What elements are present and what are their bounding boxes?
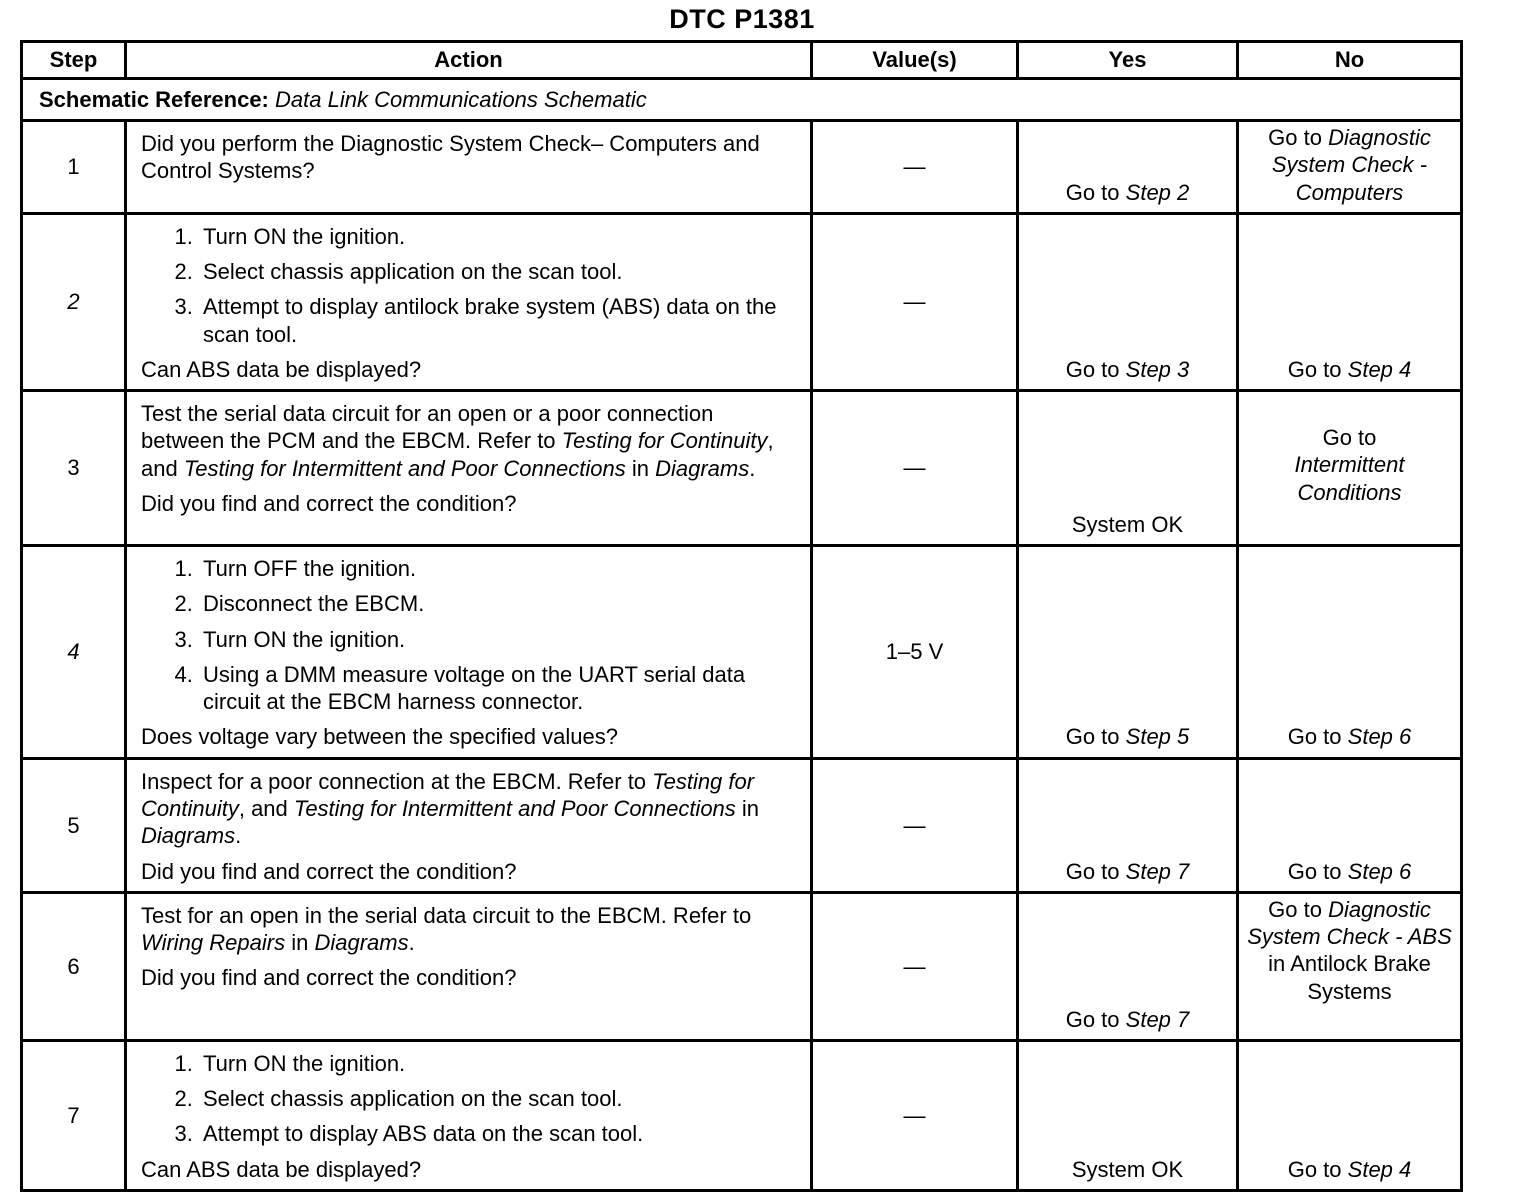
- goto-text: Go to: [1065, 858, 1120, 884]
- no-cell: [1238, 758, 1462, 892]
- action-item: 1. Turn OFF the ignition.: [199, 555, 798, 582]
- no-tail-text: in Antilock Brake Systems: [1268, 951, 1431, 1004]
- action-cell: [126, 391, 812, 546]
- action-text-part: Test the serial data circuit for an open or a poor connection between the PCM and the EBCM. Refer to: [141, 401, 714, 454]
- yes-cell: [1018, 213, 1238, 390]
- step-number: 7: [22, 1040, 126, 1190]
- step-number-text: 2: [67, 289, 80, 315]
- action-item: 1. Turn ON the ignition.: [199, 223, 798, 250]
- schematic-reference: [22, 79, 1462, 121]
- action-item: 2. Select chassis application on the scan tool.: [199, 1085, 798, 1112]
- action-text: [141, 768, 798, 850]
- continuity-link[interactable]: Testing for Continuity: [561, 428, 768, 454]
- diagnostic-link[interactable]: Diagnostic System Check - Computers: [1271, 125, 1431, 205]
- step-number: [22, 546, 126, 759]
- step-link[interactable]: Step 3: [1125, 356, 1190, 382]
- yes-cell: [1018, 121, 1238, 214]
- step-number: 1: [22, 121, 126, 214]
- diagrams-link[interactable]: Diagrams: [314, 930, 409, 956]
- schematic-link[interactable]: Data Link Communications Schematic: [275, 86, 647, 112]
- action-text: Did you perform the Diagnostic System Check– Computers and Control Systems?: [141, 131, 760, 184]
- action-item: 2. Select chassis application on the scan tool.: [199, 258, 798, 285]
- action-text-part: in: [631, 455, 649, 481]
- header-action: Action: [126, 42, 812, 79]
- step-link[interactable]: Step 7: [1125, 858, 1190, 884]
- action-cell: [126, 546, 812, 759]
- abs-diagnostic-link[interactable]: Diagnostic System Check - ABS: [1247, 896, 1452, 950]
- action-question: Did you find and correct the condition?: [141, 858, 517, 884]
- action-question: Did you find and correct the condition?: [141, 965, 517, 991]
- action-item: 2. Disconnect the EBCM.: [199, 590, 798, 617]
- yes-cell: System OK: [1018, 391, 1238, 546]
- action-text-part: .: [749, 455, 756, 481]
- goto-text: Go to: [1322, 425, 1377, 451]
- action-cell: [126, 758, 812, 892]
- action-question: Can ABS data be displayed?: [141, 1156, 422, 1182]
- no-cell: [1238, 546, 1462, 759]
- table-row: [22, 758, 1462, 892]
- wiring-repairs-link[interactable]: Wiring Repairs: [141, 930, 286, 956]
- intermittent-link[interactable]: Testing for Intermittent and Poor Connections: [183, 455, 626, 481]
- schematic-row: [22, 79, 1462, 121]
- header-yes: Yes: [1018, 42, 1238, 79]
- no-cell: [1238, 1040, 1462, 1190]
- action-question: Does voltage vary between the specified values?: [141, 724, 618, 750]
- goto-text: Go to: [1287, 1156, 1342, 1182]
- yes-cell: System OK: [1018, 1040, 1238, 1190]
- action-item: 3. Attempt to display antilock brake system (ABS) data on the scan tool.: [199, 293, 798, 348]
- intermittent-link[interactable]: Testing for Intermittent and Poor Connections: [293, 795, 736, 821]
- schematic-label: Schematic Reference:: [39, 86, 269, 112]
- value-cell: —: [812, 121, 1018, 214]
- goto-text: Go to: [1287, 724, 1342, 750]
- header-values: Value(s): [812, 42, 1018, 79]
- action-list: [141, 555, 798, 715]
- step-number: 6: [22, 892, 126, 1040]
- action-item: 1. Turn ON the ignition.: [199, 1050, 798, 1077]
- goto-text: Go to: [1268, 125, 1322, 150]
- table-row: [22, 892, 1462, 1040]
- goto-text: Go to: [1065, 1006, 1120, 1032]
- action-cell: [126, 892, 812, 1040]
- table-row: [22, 391, 1462, 546]
- table-row: [22, 213, 1462, 390]
- value-cell: —: [812, 1040, 1018, 1190]
- diagnostic-table: [20, 40, 1463, 1192]
- action-text: [141, 400, 798, 482]
- header-no: No: [1238, 42, 1462, 79]
- action-text: [141, 902, 798, 957]
- action-cell: [126, 213, 812, 390]
- table-row: [22, 121, 1462, 214]
- table-row: [22, 546, 1462, 759]
- action-cell: [126, 1040, 812, 1190]
- action-text-part: in: [741, 795, 760, 821]
- diagrams-link[interactable]: Diagrams: [655, 455, 750, 481]
- action-list: [141, 1050, 798, 1148]
- value-cell: —: [812, 391, 1018, 546]
- intermittent-conditions-link[interactable]: Intermittent Conditions: [1294, 452, 1405, 505]
- goto-text: Go to: [1065, 179, 1120, 205]
- header-step: Step: [22, 42, 126, 79]
- yes-cell: [1018, 758, 1238, 892]
- goto-text: Go to: [1287, 858, 1342, 884]
- goto-text: Go to: [1065, 356, 1120, 382]
- continuity-link[interactable]: Testing for Continuity: [141, 768, 755, 821]
- action-question: Can ABS data be displayed?: [141, 356, 422, 382]
- goto-text: Go to: [1287, 356, 1342, 382]
- value-cell: 1–5 V: [812, 546, 1018, 759]
- step-link[interactable]: Step 6: [1347, 724, 1412, 750]
- step-link[interactable]: Step 4: [1347, 356, 1412, 382]
- action-item: 4. Using a DMM measure voltage on the UART serial data circuit at the EBCM harness connector.: [199, 661, 798, 716]
- action-text-part: Inspect for a poor connection at the EBCM. Refer to: [141, 768, 647, 794]
- step-link[interactable]: Step 4: [1347, 1156, 1412, 1182]
- action-text-part: , and: [238, 795, 288, 821]
- goto-text: Go to: [1065, 724, 1120, 750]
- action-text-part: , and: [141, 428, 774, 481]
- no-cell: [1238, 391, 1462, 546]
- step-link[interactable]: Step 6: [1347, 858, 1412, 884]
- step-number-text: 4: [67, 639, 80, 665]
- action-question: Did you find and correct the condition?: [141, 490, 517, 516]
- action-text-part: .: [235, 823, 242, 849]
- table-row: [22, 1040, 1462, 1190]
- goto-text: Go to: [1268, 896, 1322, 922]
- yes-cell: [1018, 546, 1238, 759]
- no-cell: [1238, 121, 1462, 214]
- action-text-part: Test for an open in the serial data circuit to the EBCM. Refer to: [141, 902, 752, 928]
- yes-cell: [1018, 892, 1238, 1040]
- no-cell: [1238, 892, 1462, 1040]
- header-row: [22, 42, 1462, 79]
- action-text-part: in: [291, 930, 309, 956]
- action-item: 3. Turn ON the ignition.: [199, 626, 798, 653]
- no-cell: [1238, 213, 1462, 390]
- action-list: [141, 223, 798, 348]
- step-number: 5: [22, 758, 126, 892]
- action-cell: [126, 121, 812, 214]
- step-link[interactable]: Step 2: [1125, 179, 1190, 205]
- step-number: [22, 213, 126, 390]
- action-item: 3. Attempt to display ABS data on the scan tool.: [199, 1120, 798, 1147]
- value-cell: —: [812, 213, 1018, 390]
- action-text-part: .: [408, 930, 415, 956]
- step-link[interactable]: Step 7: [1125, 1006, 1190, 1032]
- page-title: DTC P1381: [669, 4, 815, 34]
- step-number: 3: [22, 391, 126, 546]
- step-link[interactable]: Step 5: [1125, 724, 1190, 750]
- value-cell: —: [812, 758, 1018, 892]
- value-cell: —: [812, 892, 1018, 1040]
- diagrams-link[interactable]: Diagrams: [141, 823, 236, 849]
